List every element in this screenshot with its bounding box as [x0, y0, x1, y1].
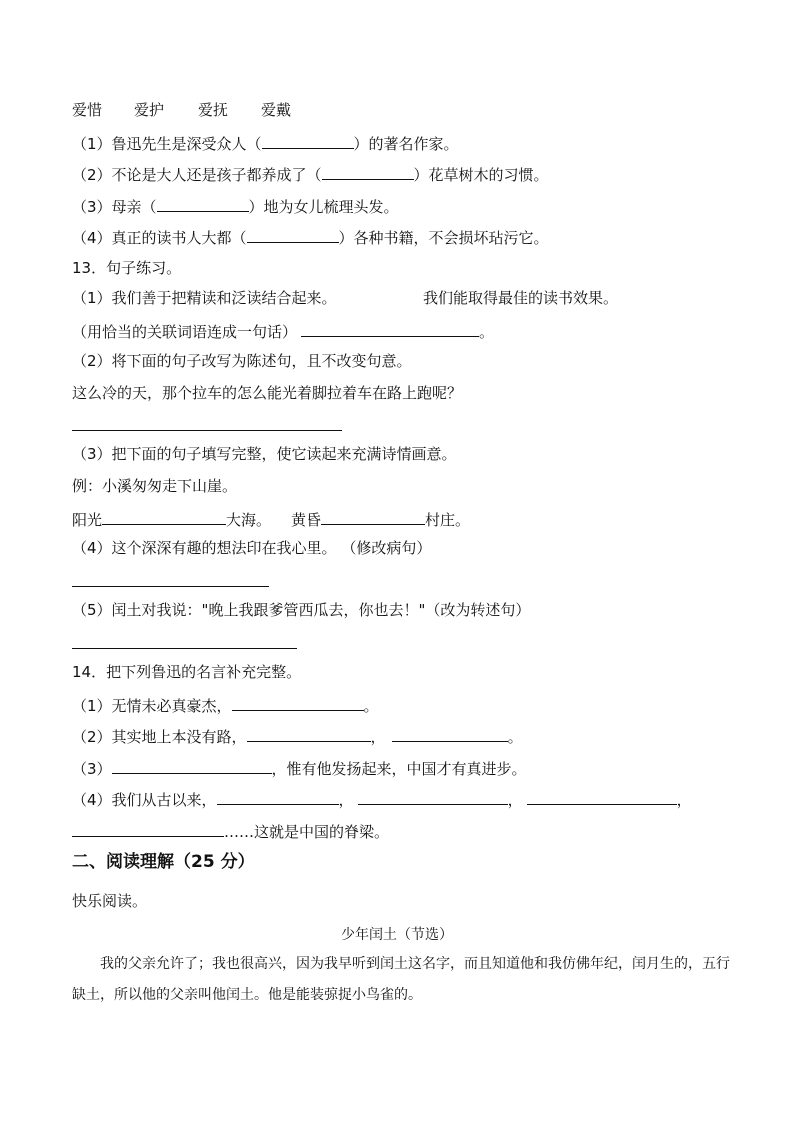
word-option: 爱抚: [198, 101, 229, 119]
answer-blank[interactable]: [527, 788, 677, 805]
answer-blank[interactable]: [232, 694, 364, 711]
word-option: 爱戴: [261, 101, 292, 119]
q14-item-3: （3） ，惟有他发扬起来，中国才有真进步。: [72, 757, 527, 779]
q13-s4-prompt: （4）这个深深有趣的想法印在我心里。 （修改病句）: [72, 539, 432, 557]
answer-blank[interactable]: [217, 788, 339, 805]
word-option: 爱护: [134, 101, 165, 119]
q13-s1-a: （1）我们善于把精读和泛读结合起来。: [72, 289, 337, 307]
q13-s3-example: 例：小溪匆匆走下山崖。: [72, 477, 238, 495]
answer-blank[interactable]: [392, 725, 508, 742]
q14-item-4: （4）我们从古以来， ， ， ，: [72, 788, 692, 810]
q12-item-2: （2）不论是大人还是孩子都养成了（ ）花草树木的习惯。: [72, 163, 549, 185]
q12-item-4: （4）真正的读书人大都（ ）各种书籍，不会损坏玷污它。: [72, 226, 549, 248]
word-bank: [72, 100, 291, 120]
q13-s1-b: 我们能取得最佳的读书效果。: [423, 289, 619, 307]
answer-blank[interactable]: [247, 725, 371, 742]
q13-s3-prompt: （3）把下面的句子填写完整，使它读起来充满诗情画意。: [72, 445, 457, 463]
section-intro: 快乐阅读。: [72, 892, 148, 910]
passage-paragraph: 我的父亲允许了；我也很高兴，因为我早听到闰土这名字，而且知道他和我仿佛年纪，闰月生的，五行缺土，所以他的父亲叫他闰土。他是能装弶捉小鸟雀的。: [72, 956, 730, 1003]
q14-item-1: （1）无情未必真豪杰， 。: [72, 694, 379, 716]
answer-blank[interactable]: [358, 788, 508, 805]
answer-line[interactable]: [72, 586, 269, 587]
passage-title: 少年闰土（节选）: [341, 927, 453, 943]
q13-s5-prompt: （5）闰土对我说："晚上我跟爹管西瓜去，你也去！"（改为转述句）: [72, 601, 531, 619]
q13-s3-items: 阳光 大海。 黄昏 村庄。: [72, 508, 470, 530]
answer-line[interactable]: [72, 648, 297, 649]
answer-blank[interactable]: [72, 820, 224, 837]
word-option: 爱惜: [72, 101, 103, 119]
answer-blank[interactable]: [262, 132, 354, 149]
q13-s2-prompt: （2）将下面的句子改写为陈述句，且不改变句意。: [72, 352, 412, 370]
q14-item-2: （2）其实地上本没有路， ， 。: [72, 725, 523, 747]
answer-blank[interactable]: [157, 195, 249, 212]
q13-s1-answer: （用恰当的关联词语连成一句话） 。: [72, 320, 494, 342]
answer-blank[interactable]: [102, 508, 226, 525]
q14-item-4-cont: ……这就是中国的脊梁。: [72, 820, 389, 842]
answer-blank[interactable]: [301, 320, 479, 337]
q13-title: 13．句子练习。: [72, 259, 182, 277]
section-heading: 二、阅读理解（25 分）: [72, 852, 255, 872]
answer-line[interactable]: [72, 430, 342, 431]
q14-title: 14．把下列鲁迅的名言补充完整。: [72, 663, 302, 681]
answer-blank[interactable]: [321, 508, 425, 525]
answer-blank[interactable]: [247, 226, 339, 243]
q12-item-1: （1）鲁迅先生是深受众人（ ）的著名作家。: [72, 132, 459, 154]
answer-blank[interactable]: [112, 757, 272, 774]
answer-blank[interactable]: [322, 163, 414, 180]
q12-item-3: （3）母亲（ ）地为女儿梳理头发。: [72, 195, 399, 217]
q13-s2-sentence: 这么冷的天，那个拉车的怎么能光着脚拉着车在路上跑呢？: [72, 384, 463, 402]
